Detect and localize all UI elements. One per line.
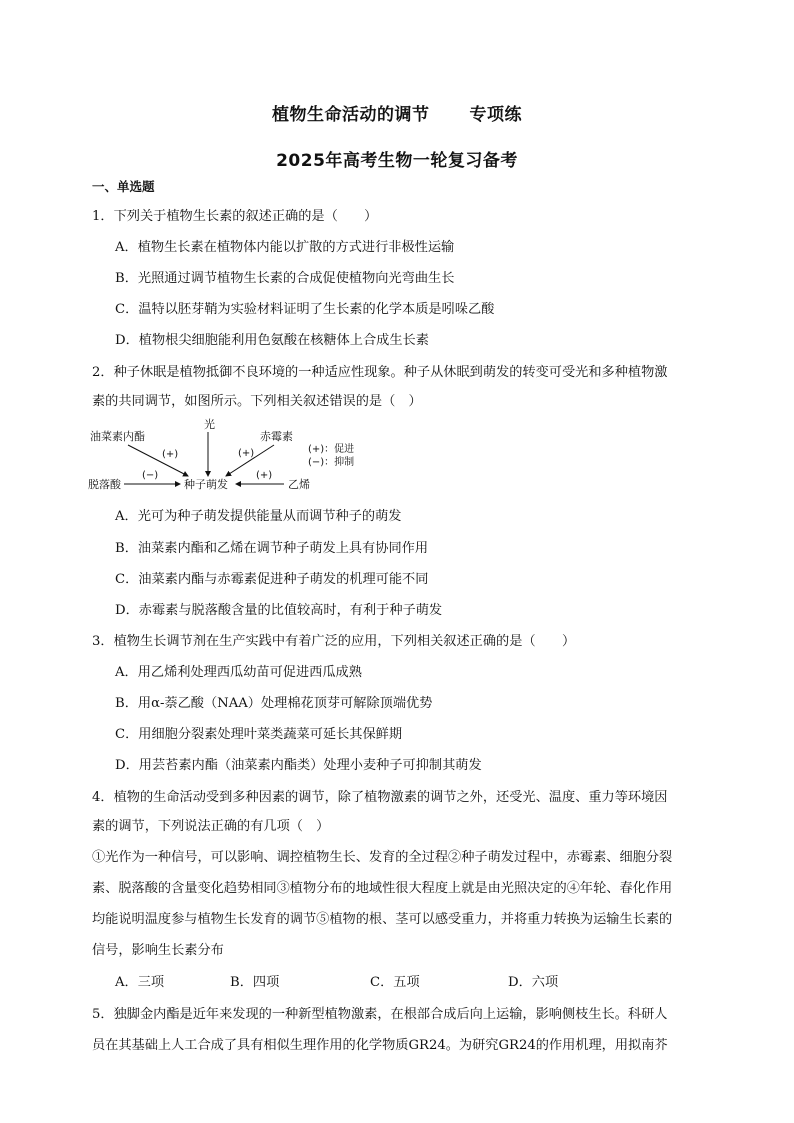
diagram-legend-inhibit: (−)：抑制 (308, 457, 355, 468)
diagram-sign-ethylene: (+) (256, 470, 273, 481)
q4-body-line3: 均能说明温度参与植物生长发育的调节⑤植物的根、茎可以感受重力，并将重力转换为运输生长素的 (92, 912, 673, 927)
q4-option-c: C．五项 (370, 975, 420, 990)
q4-option-a: A．三项 (115, 975, 165, 990)
q4-body-line1: ①光作为一种信号，可以影响、调控植物生长、发育的全过程②种子萌发过程中，赤霉素、细胞分裂 (92, 850, 673, 865)
q1-option-d: D．植物根尖细胞能利用色氨酸在核糖体上合成生长素 (115, 333, 429, 348)
diagram-sign-aba: (−) (142, 470, 159, 481)
q4-option-d: D．六项 (508, 975, 559, 990)
diagram-label-germination: 种子萌发 (184, 478, 228, 491)
diagram-sign-brassinolide: (+) (162, 449, 179, 460)
q4-option-b: B．四项 (230, 975, 280, 990)
title-main: 植物生命活动的调节 (272, 105, 430, 125)
title-sub: 专项练 (469, 105, 522, 125)
germination-diagram (88, 416, 368, 494)
q5-line1: 5．独脚金内酯是近年来发现的一种新型植物激素，在根部合成后向上运输，影响侧枝生长。科研人 (92, 1007, 668, 1022)
q1-option-b: B．光照通过调节植物生长素的合成促使植物向光弯曲生长 (115, 271, 455, 286)
q2-stem-line2: 素的共同调节，如图所示。下列相关叙述错误的是（ ） (92, 394, 422, 409)
section-heading: 一、单选题 (92, 179, 155, 194)
q2-stem-line1: 2．种子休眠是植物抵御不良环境的一种适应性现象。种子从休眠到萌发的转变可受光和多种植物激 (92, 365, 668, 380)
diagram-label-light: 光 (204, 418, 215, 431)
q3-option-a: A．用乙烯利处理西瓜幼苗可促进西瓜成熟 (115, 665, 362, 680)
diagram-legend-promote: (+)：促进 (308, 444, 355, 455)
q4-body-line2: 素、脱落酸的含量变化趋势相同③植物分布的地域性很大程度上就是由光照决定的④年轮、春化作用 (92, 881, 673, 896)
diagram-sign-gibberellin: (+) (238, 448, 255, 459)
page-subtitle: 2025年高考生物一轮复习备考 (276, 151, 518, 171)
q1-option-a: A．植物生长素在植物体内能以扩散的方式进行非极性运输 (115, 240, 455, 255)
q2-option-c: C．油菜素内酯与赤霉素促进种子萌发的机理可能不同 (115, 572, 429, 587)
diagram-label-aba: 脱落酸 (88, 478, 121, 491)
q1-option-c: C．温特以胚芽鞘为实验材料证明了生长素的化学本质是吲哚乙酸 (115, 302, 495, 317)
q2-option-b: B．油菜素内酯和乙烯在调节种子萌发上具有协同作用 (115, 541, 429, 556)
diagram-label-brassinolide: 油菜素内酯 (90, 430, 145, 443)
q1-stem: 1．下列关于植物生长素的叙述正确的是（ ） (92, 209, 378, 224)
q2-option-a: A．光可为种子萌发提供能量从而调节种子的萌发 (115, 509, 402, 524)
diagram-label-gibberellin: 赤霉素 (260, 430, 293, 443)
q4-stem-line2: 素的调节，下列说法正确的有几项（ ） (92, 819, 330, 834)
q4-stem-line1: 4．植物的生命活动受到多种因素的调节，除了植物激素的调节之外，还受光、温度、重力等环境因 (92, 790, 668, 805)
q2-option-d: D．赤霉素与脱落酸含量的比值较高时，有利于种子萌发 (115, 603, 443, 618)
q4-body-line4: 信号，影响生长素分布 (92, 943, 224, 958)
q3-option-c: C．用细胞分裂素处理叶菜类蔬菜可延长其保鲜期 (115, 727, 403, 742)
q3-option-d: D．用芸苔素内酯（油菜素内酯类）处理小麦种子可抑制其萌发 (115, 758, 482, 773)
q3-option-b: B．用α-萘乙酸（NAA）处理棉花顶芽可解除顶端优势 (115, 696, 433, 711)
q3-stem: 3．植物生长调节剂在生产实践中有着广泛的应用，下列相关叙述正确的是（ ） (92, 634, 576, 649)
q5-line2: 员在其基础上人工合成了具有相似生理作用的化学物质GR24。为研究GR24的作用机理，用拟南芥 (92, 1038, 668, 1053)
page-title (0, 100, 794, 125)
diagram-label-ethylene: 乙烯 (288, 478, 310, 491)
